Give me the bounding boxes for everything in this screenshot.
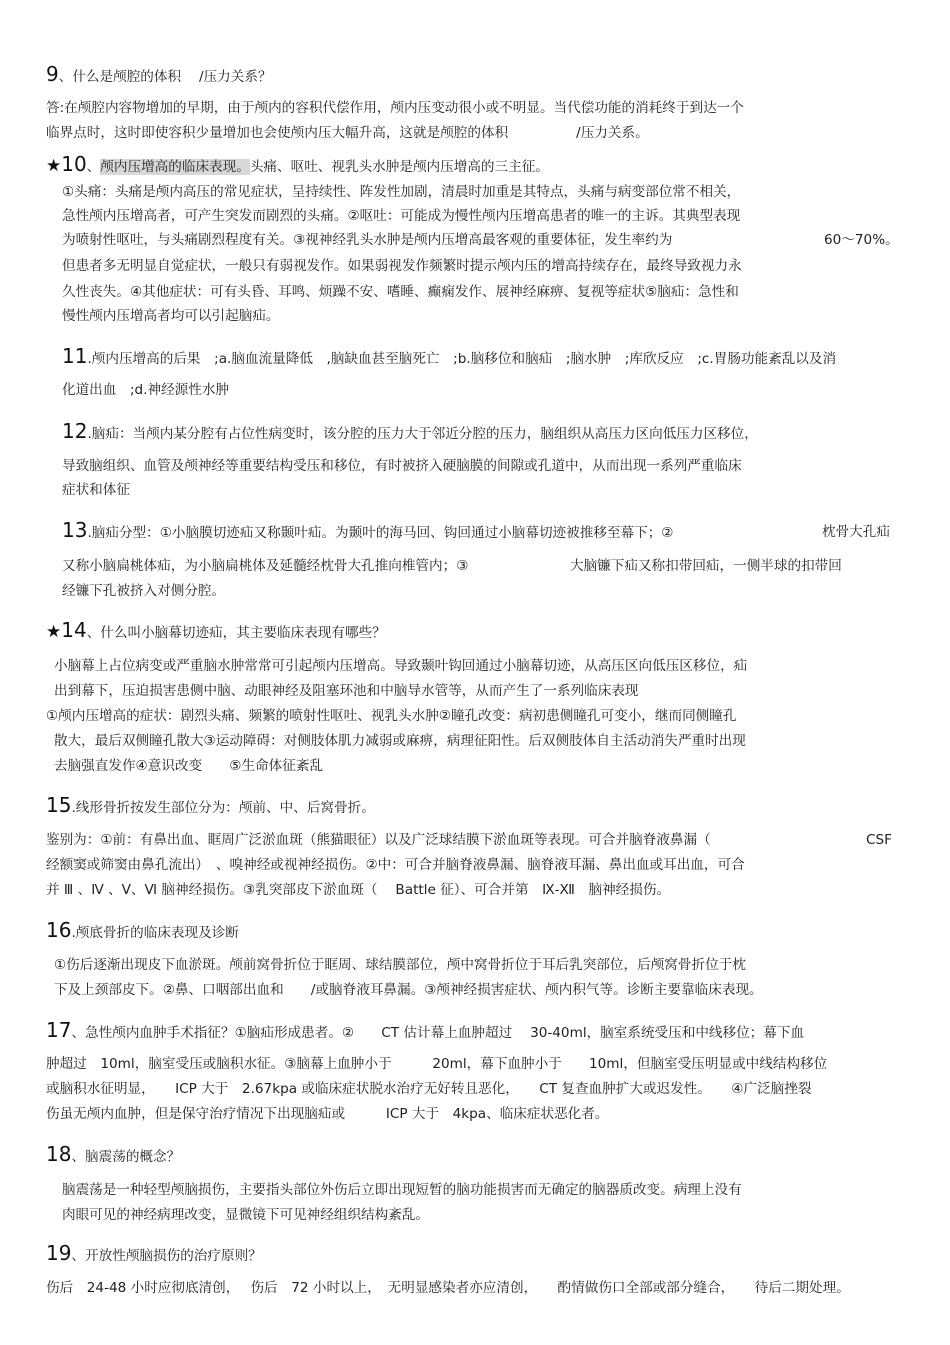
q13-line-right: 大脑镰下疝又称扣带回疝，一侧半球的扣带回 — [570, 558, 842, 574]
q16-line: ①伤后逐渐出现皮下血淤斑。颅前窝骨折位于眶周、球结膜部位，颅中窝骨折位于耳后乳突部位，后颅窝骨折位于枕 — [54, 957, 746, 973]
q18-number: 18 — [46, 1142, 72, 1166]
q11-line: 化道出血 ;d.神经源性水肿 — [62, 382, 230, 398]
q13-line-right: 枕骨大孔疝 — [822, 524, 890, 540]
q14-line: 出到幕下，压迫损害患侧中脑、动眼神经及阻塞环池和中脑导水管等，从而产生了一系列临床表现 — [54, 683, 639, 699]
q17-line: 或脑积水征明显， ICP 大于 2.67kpa 或临床症状脱水治疗无好转且恶化， CT 复查血肿扩大或迟发性。 ④广泛脑挫裂 — [46, 1081, 812, 1097]
q15-title: .线形骨折按发生部位分为：颅前、中、后窝骨折。 — [71, 800, 375, 816]
q16-title: .颅底骨折的临床表现及诊断 — [71, 925, 239, 941]
q10-line: 慢性颅内压增高者均可以引起脑疝。 — [62, 308, 280, 324]
q10-line: 急性颅内压增高者，可产生突发而剧烈的头痛。②呕吐：可能成为慢性颅内压增高患者的唯一的主诉。其典型表现 — [62, 208, 741, 224]
q10-line-percent: 60～70%。 — [824, 232, 899, 248]
q9-answer-line: 临界点时，这时即使容积少量增加也会使颅内压大幅升高，这就是颅腔的体积 /压力关系。 — [46, 125, 649, 141]
q12-number: 12 — [62, 419, 88, 443]
q9-title: 、什么是颅腔的体积 /压力关系？ — [58, 69, 272, 85]
q16-line: 下及上颈部皮下。②鼻、口咽部出血和 /或脑脊液耳鼻漏。③颅神经损害症状、颅内积气等。诊断主要靠临床表现。 — [54, 982, 763, 998]
q14-line: 小脑幕上占位病变或严重脑水肿常常可引起颅内压增高。导致颞叶钩回通过小脑幕切迹，从高压区向低压区移位，疝 — [54, 658, 748, 674]
q12-line: 症状和体征 — [62, 482, 130, 498]
q13-line: 又称小脑扁桃体疝，为小脑扁桃体及延髓经枕骨大孔推向椎管内；③ — [62, 558, 469, 574]
q14-number: 14 — [61, 618, 87, 642]
q17-line: 肿超过 10ml，脑室受压或脑积水征。③脑幕上血肿小于 20ml，幕下血肿小于 10ml，但脑室受压明显或中线结构移位 — [46, 1056, 828, 1072]
q10-number: 10 — [61, 152, 87, 176]
q17-line: 伤虽无颅内血肿，但是保守治疗情况下出现脑疝或 ICP 大于 4kpa、临床症状恶化者。 — [46, 1106, 609, 1122]
q17-line — [46, 1020, 804, 1043]
q19-title: 、开放性颅脑损伤的治疗原则？ — [71, 1248, 262, 1264]
q12-line: 导致脑组织、血管及颅神经等重要结构受压和移位，有时被挤入硬脑膜的间隙或孔道中，从而出现一系列严重临床 — [62, 458, 742, 474]
q10-title-highlight: 颅内压增高的临床表现。 — [100, 159, 250, 175]
q19-heading — [46, 1243, 262, 1266]
q18-title: 、脑震荡的概念？ — [71, 1149, 181, 1165]
star-icon: ★ — [46, 622, 62, 642]
q10-separator: 、 — [86, 159, 101, 175]
q10-line: 为喷射性呕吐，与头痛剧烈程度有关。③视神经乳头水肿是颅内压增高最客观的重要体征，发生率约为 — [62, 232, 673, 248]
q16-number: 16 — [46, 918, 72, 942]
q12-line — [62, 421, 758, 444]
q13-text: .脑疝分型：①小脑膜切迹疝又称颞叶疝。为颞叶的海马回、钩回通过小脑幕切迹被推移至幕下；② — [87, 525, 674, 541]
q15-heading — [46, 795, 375, 818]
q9-heading — [46, 64, 272, 87]
q14-line: ①颅内压增高的症状：剧烈头痛、频繁的喷射性呕吐、视乳头水肿②瞳孔改变：病初患侧瞳孔可变小，继而同侧瞳孔 — [46, 708, 737, 724]
q11-number: 11 — [62, 344, 88, 368]
q17-text: 、急性颅内血肿手术指征？①脑疝形成患者。② CT 估计幕上血肿超过 30-40ml，脑室系统受压和中线移位；幕下血 — [71, 1025, 805, 1041]
q10-line: 久性丧失。④其他症状：可有头昏、耳鸣、烦躁不安、嗜睡、癫痫发作、展神经麻痹、复视等症状⑤脑疝：急性和 — [62, 284, 739, 300]
q14-title: 、什么叫小脑幕切迹疝，其主要临床表现有哪些？ — [86, 625, 386, 641]
q13-number: 13 — [62, 518, 88, 542]
q15-number: 15 — [46, 793, 72, 817]
q10-heading — [46, 154, 549, 177]
q13-line — [62, 520, 674, 543]
q18-line: 肉眼可见的神经病理改变，显微镜下可见神经组织结构紊乱。 — [62, 1207, 430, 1223]
q19-line: 伤后 24-48 小时应彻底清创， 伤后 72 小时以上， 无明显感染者亦应清创， 酌情做伤口全部或部分缝合， 待后二期处理。 — [46, 1280, 850, 1296]
q15-line: 鉴别为：①前：有鼻出血、眶周广泛淤血斑（熊猫眼征）以及广泛球结膜下淤血斑等表现。可合并脑脊液鼻漏（ — [46, 832, 711, 848]
q11-line — [62, 346, 836, 369]
q15-line: 经额窦或筛窦由鼻孔流出） 、嗅神经或视神经损伤。②中：可合并脑脊液鼻漏、脑脊液耳漏、鼻出血或耳出血，可合 — [46, 857, 745, 873]
q19-number: 19 — [46, 1241, 72, 1265]
q15-line-right: CSF — [866, 832, 892, 848]
q14-line: 去脑强直发作④意识改变 ⑤生命体征紊乱 — [54, 758, 324, 774]
q18-line: 脑震荡是一种轻型颅脑损伤，主要指头部位外伤后立即出现短暂的脑功能损害而无确定的脑器质改变。病理上没有 — [62, 1182, 742, 1198]
q14-heading — [46, 620, 386, 643]
q10-line: 但患者多无明显自觉症状，一般只有弱视发作。如果弱视发作频繁时提示颅内压的增高持续存在，最终导致视力永 — [62, 258, 742, 274]
q14-line: 散大，最后双侧瞳孔散大③运动障碍：对侧肢体肌力减弱或麻痹，病理征阳性。后双侧肢体自主活动消失严重时出现 — [54, 733, 746, 749]
q17-number: 17 — [46, 1018, 72, 1042]
q12-text: .脑疝：当颅内某分腔有占位性病变时，该分腔的压力大于邻近分腔的压力，脑组织从高压力区向低压力区移位， — [87, 426, 758, 442]
q16-heading — [46, 920, 239, 943]
star-icon: ★ — [46, 156, 62, 176]
q15-line: 并 Ⅲ 、Ⅳ 、Ⅴ、Ⅵ 脑神经损伤。③乳突部皮下淤血斑（ Battle 征）、可合并第 Ⅸ-Ⅻ 脑神经损伤。 — [46, 882, 671, 898]
q10-line: ①头痛：头痛是颅内高压的常见症状，呈持续性、阵发性加剧，清晨时加重是其特点，头痛与病变部位常不相关， — [62, 184, 741, 200]
q18-heading — [46, 1144, 180, 1167]
q13-line: 经镰下孔被挤入对侧分腔。 — [62, 583, 226, 599]
q10-title-rest: 头痛、呕吐、视乳头水肿是颅内压增高的三主征。 — [249, 159, 549, 175]
q11-text: .颅内压增高的后果 ;a.脑血流量降低 ,脑缺血甚至脑死亡 ;b.脑移位和脑疝 ;脑水肿 ;库欣反应 ;c.胃肠功能紊乱以及消 — [87, 351, 837, 367]
q9-number: 9 — [46, 62, 59, 86]
q9-answer-line: 答:在颅腔内容物增加的早期，由于颅内的容积代偿作用，颅内压变动很小或不明显。当代偿功能的消耗终于到达一个 — [46, 100, 744, 116]
